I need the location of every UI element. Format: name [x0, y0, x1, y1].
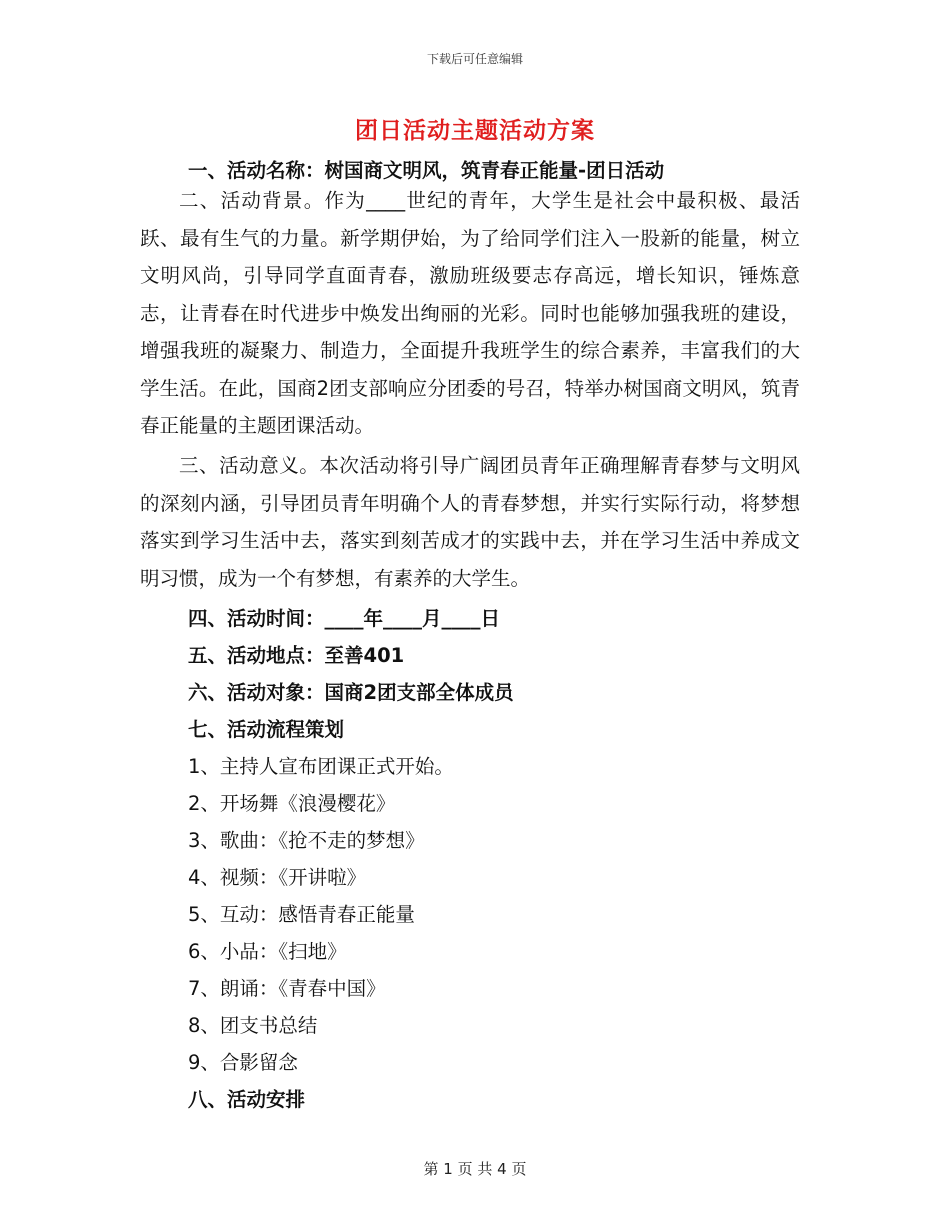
- flow-item: 1、主持人宣布团课正式开始。: [188, 755, 454, 778]
- document-title: 团日活动主题活动方案: [355, 118, 595, 144]
- section-activity-time: 四、活动时间：____年____月____日: [188, 607, 501, 630]
- page-header-note: 下载后可任意编辑: [426, 52, 523, 66]
- section-background: 二、活动背景。作为____世纪的青年，大学生是社会中最积极、最活跃、最有生气的力量。新学期伊始，为了给同学们注入一股新的能量，树立文明风尚，引导同学直面青春，激励班级要志存高远，增长知识，锤炼意志，让青春在时代进步中焕发出绚丽的光彩。同时也能够加强我班的建设，增强我班的凝聚力、制造力，全面提升我班学生的综合素养，丰富我们的大学生活。在此，国商2团支部响应分团委的号召，特举办树国商文明风，筑青春正能量的主题团课活动。: [140, 189, 800, 437]
- flow-item: 3、歌曲：《抢不走的梦想》: [188, 829, 425, 852]
- section-activity-name: 一、活动名称：树国商文明风，筑青春正能量-团日活动: [188, 159, 665, 182]
- page-number-footer: 第 1 页 共 4 页: [423, 1160, 527, 1178]
- section-activity-audience: 六、活动对象：国商2团支部全体成员: [188, 681, 514, 704]
- section-arrangement-heading: 八、活动安排: [188, 1088, 306, 1111]
- flow-item: 2、开场舞《浪漫樱花》: [188, 792, 396, 815]
- flow-item: 6、小品：《扫地》: [188, 940, 347, 963]
- flow-item: 9、合影留念: [188, 1051, 298, 1074]
- section-flow-heading: 七、活动流程策划: [188, 718, 345, 741]
- section-significance: 三、活动意义。本次活动将引导广阔团员青年正确理解青春梦与文明风的深刻内涵，引导团员青年明确个人的青春梦想，并实行实际行动，将梦想落实到学习生活中去，落实到刻苦成才的实践中去，并在学习生活中养成文明习惯，成为一个有梦想，有素养的大学生。: [140, 454, 800, 590]
- flow-item: 8、团支书总结: [188, 1014, 318, 1037]
- flow-item: 7、朗诵：《青春中国》: [188, 977, 386, 1000]
- section-activity-location: 五、活动地点：至善401: [188, 644, 405, 667]
- flow-item: 5、互动：感悟青春正能量: [188, 903, 415, 926]
- flow-item: 4、视频：《开讲啦》: [188, 866, 367, 889]
